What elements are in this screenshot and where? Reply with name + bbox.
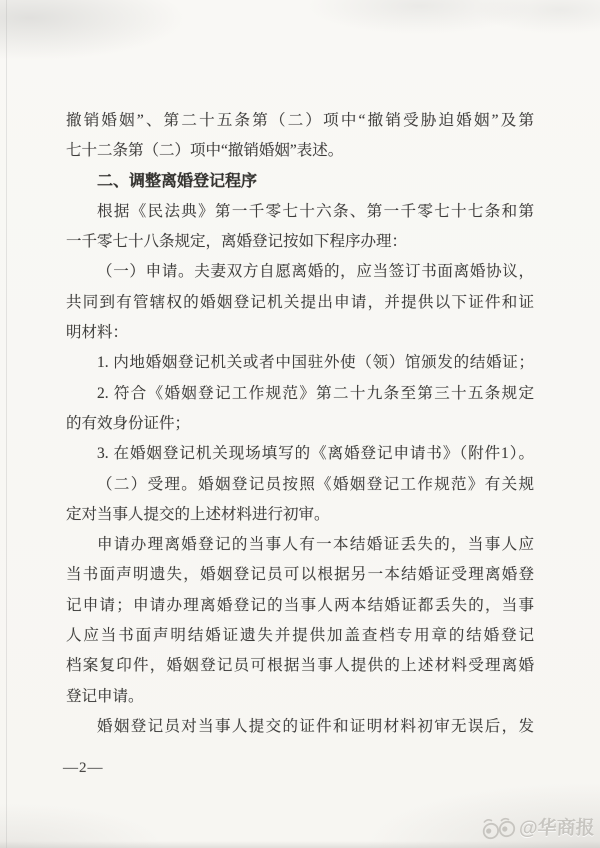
section-heading: 二、调整离婚登记程序 xyxy=(97,172,258,190)
page-number: —2— xyxy=(63,760,104,776)
doc-line: （一）申请。夫妻双方自愿离婚的，应当签订书面离婚协议， xyxy=(97,263,534,281)
doc-line: 撤销婚姻”、第二十五条第（二）项中“撤销受胁迫婚姻”及第 xyxy=(66,112,534,129)
doc-line: （二）受理。婚姻登记员按照《婚姻登记工作规范》有关规 xyxy=(97,475,534,493)
doc-line: 定对当事人提交的上述材料进行初审。 xyxy=(66,505,330,523)
watermark xyxy=(481,816,596,842)
doc-line-item-2: 2. 符合《婚姻登记工作规范》第二十九条至第三十五条规定 xyxy=(97,384,534,402)
doc-line: 档案复印件，婚姻登记员可根据当事人提供的上述材料受理离婚 xyxy=(66,657,534,675)
doc-line: 婚姻登记员对当事人提交的证件和证明材料初审无误后，发 xyxy=(97,717,534,735)
doc-line: 人应当书面声明结婚证遗失并提供加盖查档专用章的结婚登记 xyxy=(66,627,534,645)
weibo-eyes-icon xyxy=(481,817,518,841)
watermark-text: @华商报 xyxy=(518,818,596,839)
doc-line: 一千零七十八条规定，离婚登记按如下程序办理： xyxy=(66,233,408,251)
doc-line: 当书面声明遗失，婚姻登记员可以根据另一本结婚证受理离婚登 xyxy=(66,566,534,584)
doc-line: 共同到有管辖权的婚姻登记机关提出申请，并提供以下证件和证 xyxy=(66,293,534,311)
doc-line: 记申请；申请办理离婚登记的当事人两本结婚证都丢失的，当事 xyxy=(66,596,534,614)
doc-line: 明材料： xyxy=(66,324,129,342)
document-body xyxy=(66,106,534,742)
doc-line: 登记申请。 xyxy=(66,687,144,705)
doc-line: 申请办理离婚登记的当事人有一本结婚证丢失的，当事人应 xyxy=(97,536,534,554)
doc-line-item-3: 3. 在婚姻登记机关现场填写的《离婚登记申请书》（附件1）。 xyxy=(97,445,534,463)
doc-line: 根据《民法典》第一千零七十六条、第一千零七十七条和第 xyxy=(97,202,534,220)
doc-line: 七十二条第（二）项中“撤销婚姻”表述。 xyxy=(66,142,344,160)
doc-line: 的有效身份证件； xyxy=(66,414,191,432)
doc-line-item-1: 1. 内地婚姻登记机关或者中国驻外使（领）馆颁发的结婚证； xyxy=(97,354,534,372)
